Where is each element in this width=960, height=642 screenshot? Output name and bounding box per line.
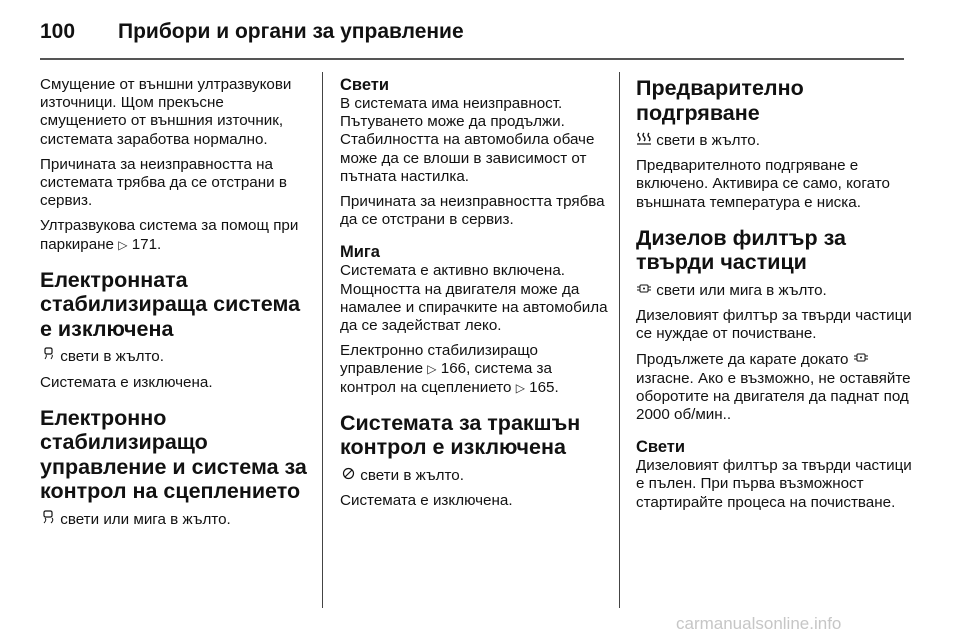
icon-line <box>40 347 308 366</box>
icon-line <box>340 466 610 485</box>
section-heading-preheat: Предварително подгряване <box>636 76 804 125</box>
section-heading-esc-off: Електронната стабилизираща система е изключена <box>40 267 301 341</box>
column-3 <box>636 76 916 519</box>
paragraph: В системата има неизправност. Пътуването може да продължи. Стабилността на автомобила обаче може да се влоши в зависимост от пътната настилка. <box>340 95 595 185</box>
section-heading-dpf: Дизелов филтър за твърди частици <box>636 225 846 275</box>
subheading-lit: Свети <box>340 76 390 94</box>
icon-line-text: свети в жълто. <box>60 348 164 366</box>
column-1 <box>40 76 308 536</box>
section-heading-esc-tcs: Електронно стабилизиращо управление и система за контрол на сцеплението <box>40 405 307 504</box>
icon-line <box>636 281 916 300</box>
paragraph: Системата е изключена. <box>340 492 513 510</box>
paragraph: Системата е активно включена. Мощността на двигателя може да намалее и спирачките на автомобила да се задействат леко. <box>340 262 608 335</box>
arrow-reference-icon: ▷ <box>118 237 128 252</box>
paragraph: Системата е изключена. <box>40 373 213 391</box>
arrow-reference-icon: ▷ <box>427 362 437 377</box>
subheading-flashing: Мига <box>340 243 380 262</box>
car-skid-off-icon <box>40 347 56 365</box>
paragraph <box>40 217 308 253</box>
paragraph-text: Ултразвукова система за помощ при паркиране <box>40 217 299 253</box>
paragraph: Предварителното подгряване е включено. Активира се само, когато външната температура е ниска. <box>636 157 890 211</box>
icon-line <box>40 510 308 529</box>
diesel-filter-icon <box>853 350 869 368</box>
icon-line-text: свети или мига в жълто. <box>60 510 231 528</box>
paragraph: Причината за неизправността на системата трябва да се отстрани в сервиз. <box>40 155 287 210</box>
page-reference[interactable]: 165. <box>529 378 559 396</box>
icon-line <box>636 131 916 150</box>
glow-plug-icon <box>636 131 652 149</box>
icon-line-text: свети в жълто. <box>656 132 760 149</box>
paragraph-text: Електронно стабилизиращо управление <box>340 342 539 378</box>
section-heading-tc-off: Системата за тракшън контрол е изключена <box>340 410 581 460</box>
paragraph: Дизеловият филтър за твърди частици се нуждае от почистване. <box>636 307 912 343</box>
paragraph: Причината за неизправността трябва да се отстрани в сервиз. <box>340 193 605 229</box>
paragraph-text: изгасне. Ако е възможно, не оставяйте оборотите на двигателя да паднат под 2000 об/мин.. <box>636 369 911 424</box>
icon-line-text: свети или мига в жълто. <box>656 281 827 299</box>
paragraph: Дизеловият филтър за твърди частици е пълен. При първа възможност стартирайте процеса на почистване. <box>636 457 912 511</box>
paragraph: Смущение от външни ултразвукови източници. Щом прекъсне смущението от външния източник, системата заработва нормално. <box>40 76 292 148</box>
header-divider <box>40 58 904 60</box>
traction-off-icon <box>340 466 356 484</box>
page-title: Прибори и органи за управление <box>118 20 464 43</box>
page-header <box>40 14 900 60</box>
subheading-dpf-lit: Свети <box>636 438 686 457</box>
arrow-reference-icon: ▷ <box>515 380 525 395</box>
column-2 <box>340 76 610 517</box>
page-number: 100 <box>40 20 76 43</box>
paragraph-text: Продължете да карате докато <box>636 351 849 369</box>
watermark: carmanualsonline.info <box>676 614 842 633</box>
page-reference[interactable]: 166, система за контрол на сцеплението <box>340 360 552 396</box>
paragraph <box>340 342 610 397</box>
column-divider-1 <box>322 72 323 608</box>
page-reference[interactable]: 171. <box>131 235 162 253</box>
paragraph <box>636 350 916 424</box>
icon-line-text: свети в жълто. <box>360 466 464 484</box>
column-divider-2 <box>619 72 620 608</box>
car-skid-icon <box>40 510 56 528</box>
diesel-filter-icon <box>636 281 652 299</box>
